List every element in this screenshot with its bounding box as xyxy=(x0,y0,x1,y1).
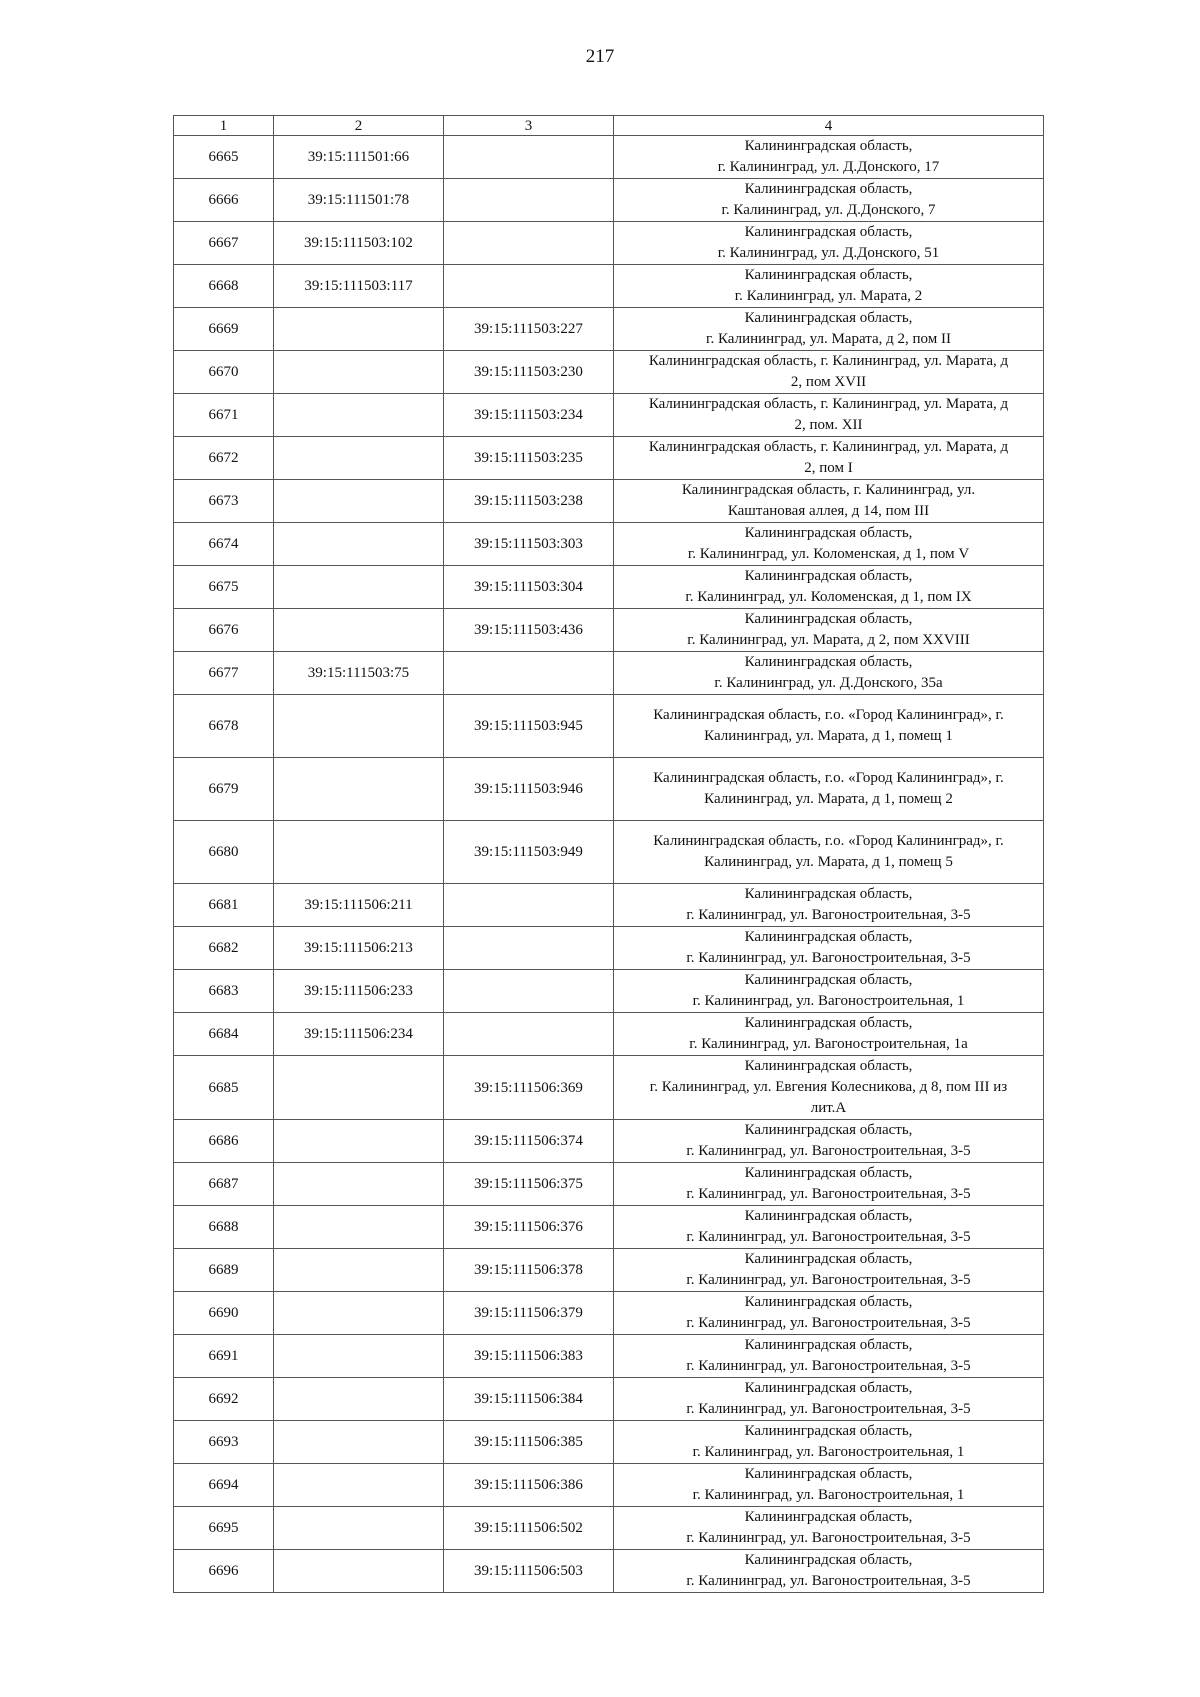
table-row xyxy=(174,1163,1044,1206)
row-number-cell: 6667 xyxy=(174,222,274,265)
address-cell: Калининградская область, г. Калининград, ул. Марата, д 2, пом II xyxy=(614,308,1044,351)
address-cell: Калининградская область, г. Калининград, ул. Д.Донского, 17 xyxy=(614,136,1044,179)
cadastral-number-land-cell xyxy=(274,1335,444,1378)
table-row xyxy=(174,927,1044,970)
cadastral-number-premises-cell: 39:15:111506:386 xyxy=(444,1464,614,1507)
table-row xyxy=(174,1292,1044,1335)
table-row xyxy=(174,884,1044,927)
column-header-1: 1 xyxy=(174,116,274,136)
page-number: 217 xyxy=(585,46,615,67)
cadastral-number-premises-cell: 39:15:111506:383 xyxy=(444,1335,614,1378)
table-row xyxy=(174,1335,1044,1378)
row-number-cell: 6692 xyxy=(174,1378,274,1421)
table-row xyxy=(174,1378,1044,1421)
address-cell: Калининградская область, г. Калининград, ул. Марата, д 2, пом XXVIII xyxy=(614,609,1044,652)
cadastral-number-land-cell xyxy=(274,523,444,566)
address-cell: Калининградская область, г. Калининград, ул. Вагоностроительная, 1 xyxy=(614,970,1044,1013)
cadastral-number-land-cell xyxy=(274,1163,444,1206)
row-number-cell: 6682 xyxy=(174,927,274,970)
cadastral-number-land-cell: 39:15:111506:233 xyxy=(274,970,444,1013)
address-cell: Калининградская область, г. Калининград, ул. Вагоностроительная, 3-5 xyxy=(614,884,1044,927)
cadastral-number-premises-cell xyxy=(444,179,614,222)
table-row xyxy=(174,308,1044,351)
table-row xyxy=(174,351,1044,394)
row-number-cell: 6681 xyxy=(174,884,274,927)
cadastral-number-premises-cell: 39:15:111506:369 xyxy=(444,1056,614,1120)
table-row xyxy=(174,1421,1044,1464)
table-row xyxy=(174,758,1044,821)
cadastral-number-premises-cell xyxy=(444,1013,614,1056)
cadastral-number-land-cell xyxy=(274,1292,444,1335)
cadastral-number-premises-cell: 39:15:111503:235 xyxy=(444,437,614,480)
cadastral-number-land-cell: 39:15:111506:234 xyxy=(274,1013,444,1056)
row-number-cell: 6680 xyxy=(174,821,274,884)
address-cell: Калининградская область, г. Калининград, ул. Вагоностроительная, 3-5 xyxy=(614,1206,1044,1249)
cadastral-number-land-cell: 39:15:111501:78 xyxy=(274,179,444,222)
header-row xyxy=(174,116,1044,136)
row-number-cell: 6670 xyxy=(174,351,274,394)
cadastral-number-premises-cell: 39:15:111503:945 xyxy=(444,695,614,758)
row-number-cell: 6674 xyxy=(174,523,274,566)
cadastral-number-premises-cell: 39:15:111506:503 xyxy=(444,1550,614,1593)
cadastral-number-land-cell xyxy=(274,1056,444,1120)
address-cell: Калининградская область, г. Калининград, ул. Марата, д 2, пом I xyxy=(614,437,1044,480)
cadastral-number-premises-cell: 39:15:111506:502 xyxy=(444,1507,614,1550)
cadastral-number-premises-cell: 39:15:111503:230 xyxy=(444,351,614,394)
address-cell: Калининградская область, г. Калининград, ул. Марата, д 2, пом XVII xyxy=(614,351,1044,394)
cadastral-number-premises-cell: 39:15:111506:379 xyxy=(444,1292,614,1335)
row-number-cell: 6694 xyxy=(174,1464,274,1507)
column-header-2: 2 xyxy=(274,116,444,136)
cadastral-number-land-cell xyxy=(274,480,444,523)
table-body xyxy=(174,136,1044,1593)
table-row xyxy=(174,1206,1044,1249)
address-cell: Калининградская область, г.о. «Город Калининград», г. Калининград, ул. Марата, д 1, помещ 5 xyxy=(614,821,1044,884)
cadastral-number-premises-cell: 39:15:111503:238 xyxy=(444,480,614,523)
cadastral-number-land-cell xyxy=(274,1120,444,1163)
table-row xyxy=(174,609,1044,652)
address-cell: Калининградская область, г. Калининград, ул. Д.Донского, 35а xyxy=(614,652,1044,695)
cadastral-number-premises-cell: 39:15:111506:374 xyxy=(444,1120,614,1163)
cadastral-number-premises-cell: 39:15:111506:385 xyxy=(444,1421,614,1464)
address-cell: Калининградская область, г. Калининград, ул. Вагоностроительная, 3-5 xyxy=(614,1335,1044,1378)
address-cell: Калининградская область, г. Калининград, ул. Вагоностроительная, 3-5 xyxy=(614,1378,1044,1421)
cadastral-number-premises-cell xyxy=(444,927,614,970)
address-cell: Калининградская область, г. Калининград, ул. Марата, д 2, пом. XII xyxy=(614,394,1044,437)
address-cell: Калининградская область, г. Калининград, ул. Марата, 2 xyxy=(614,265,1044,308)
row-number-cell: 6669 xyxy=(174,308,274,351)
row-number-cell: 6675 xyxy=(174,566,274,609)
cadastral-number-land-cell xyxy=(274,821,444,884)
table-row xyxy=(174,652,1044,695)
cadastral-number-premises-cell: 39:15:111503:304 xyxy=(444,566,614,609)
cadastral-number-land-cell: 39:15:111506:213 xyxy=(274,927,444,970)
address-cell: Калининградская область, г. Калининград, ул. Коломенская, д 1, пом V xyxy=(614,523,1044,566)
address-cell: Калининградская область, г.о. «Город Калининград», г. Калининград, ул. Марата, д 1, помещ 2 xyxy=(614,758,1044,821)
cadastral-number-land-cell xyxy=(274,1378,444,1421)
cadastral-number-land-cell xyxy=(274,1421,444,1464)
address-cell: Калининградская область, г. Калининград, ул. Вагоностроительная, 3-5 xyxy=(614,1120,1044,1163)
cadastral-number-land-cell xyxy=(274,695,444,758)
address-cell: Калининградская область, г. Калининград, ул. Вагоностроительная, 3-5 xyxy=(614,1550,1044,1593)
cadastral-number-premises-cell: 39:15:111506:376 xyxy=(444,1206,614,1249)
column-header-4: 4 xyxy=(614,116,1044,136)
table-row xyxy=(174,970,1044,1013)
table-row xyxy=(174,179,1044,222)
registry-table xyxy=(173,115,1044,1593)
table-row xyxy=(174,695,1044,758)
cadastral-number-premises-cell xyxy=(444,222,614,265)
cadastral-number-premises-cell: 39:15:111506:384 xyxy=(444,1378,614,1421)
table-row xyxy=(174,394,1044,437)
row-number-cell: 6685 xyxy=(174,1056,274,1120)
row-number-cell: 6695 xyxy=(174,1507,274,1550)
address-cell: Калининградская область, г. Калининград, ул. Вагоностроительная, 1 xyxy=(614,1464,1044,1507)
column-header-3: 3 xyxy=(444,116,614,136)
row-number-cell: 6677 xyxy=(174,652,274,695)
cadastral-number-land-cell: 39:15:111503:75 xyxy=(274,652,444,695)
cadastral-number-premises-cell: 39:15:111503:436 xyxy=(444,609,614,652)
table-row xyxy=(174,1056,1044,1120)
row-number-cell: 6689 xyxy=(174,1249,274,1292)
cadastral-number-land-cell: 39:15:111501:66 xyxy=(274,136,444,179)
cadastral-number-land-cell xyxy=(274,609,444,652)
cadastral-number-land-cell: 39:15:111503:102 xyxy=(274,222,444,265)
cadastral-number-land-cell xyxy=(274,1249,444,1292)
cadastral-number-premises-cell: 39:15:111503:234 xyxy=(444,394,614,437)
table-row xyxy=(174,821,1044,884)
row-number-cell: 6687 xyxy=(174,1163,274,1206)
row-number-cell: 6693 xyxy=(174,1421,274,1464)
cadastral-number-premises-cell xyxy=(444,136,614,179)
table-row xyxy=(174,136,1044,179)
address-cell: Калининградская область, г. Калининград, ул. Каштановая аллея, д 14, пом III xyxy=(614,480,1044,523)
cadastral-number-premises-cell: 39:15:111506:375 xyxy=(444,1163,614,1206)
cadastral-number-land-cell xyxy=(274,758,444,821)
cadastral-number-premises-cell xyxy=(444,970,614,1013)
address-cell: Калининградская область, г. Калининград, ул. Вагоностроительная, 3-5 xyxy=(614,1163,1044,1206)
row-number-cell: 6690 xyxy=(174,1292,274,1335)
cadastral-number-land-cell: 39:15:111503:117 xyxy=(274,265,444,308)
address-cell: Калининградская область, г. Калининград, ул. Д.Донского, 51 xyxy=(614,222,1044,265)
address-cell: Калининградская область, г. Калининград, ул. Вагоностроительная, 3-5 xyxy=(614,1292,1044,1335)
cadastral-number-land-cell xyxy=(274,1206,444,1249)
cadastral-number-premises-cell xyxy=(444,265,614,308)
row-number-cell: 6668 xyxy=(174,265,274,308)
address-cell: Калининградская область, г. Калининград, ул. Вагоностроительная, 3-5 xyxy=(614,1249,1044,1292)
address-cell: Калининградская область, г. Калининград, ул. Вагоностроительная, 3-5 xyxy=(614,927,1044,970)
address-cell: Калининградская область, г. Калининград, ул. Д.Донского, 7 xyxy=(614,179,1044,222)
row-number-cell: 6672 xyxy=(174,437,274,480)
cadastral-number-land-cell xyxy=(274,394,444,437)
table-row xyxy=(174,1464,1044,1507)
address-cell: Калининградская область, г. Калининград, ул. Вагоностроительная, 1а xyxy=(614,1013,1044,1056)
table-row xyxy=(174,523,1044,566)
cadastral-number-land-cell xyxy=(274,566,444,609)
table-row xyxy=(174,222,1044,265)
cadastral-number-premises-cell: 39:15:111506:378 xyxy=(444,1249,614,1292)
row-number-cell: 6666 xyxy=(174,179,274,222)
table-header xyxy=(174,116,1044,136)
table-row xyxy=(174,1249,1044,1292)
row-number-cell: 6688 xyxy=(174,1206,274,1249)
cadastral-number-land-cell xyxy=(274,308,444,351)
cadastral-number-land-cell xyxy=(274,437,444,480)
table-row xyxy=(174,480,1044,523)
row-number-cell: 6691 xyxy=(174,1335,274,1378)
cadastral-number-premises-cell: 39:15:111503:946 xyxy=(444,758,614,821)
cadastral-number-premises-cell: 39:15:111503:303 xyxy=(444,523,614,566)
cadastral-number-land-cell: 39:15:111506:211 xyxy=(274,884,444,927)
address-cell: Калининградская область, г. Калининград, ул. Коломенская, д 1, пом IX xyxy=(614,566,1044,609)
row-number-cell: 6696 xyxy=(174,1550,274,1593)
table-row xyxy=(174,1013,1044,1056)
row-number-cell: 6671 xyxy=(174,394,274,437)
table-row xyxy=(174,437,1044,480)
cadastral-number-land-cell xyxy=(274,1550,444,1593)
address-cell: Калининградская область, г. Калининград, ул. Вагоностроительная, 1 xyxy=(614,1421,1044,1464)
row-number-cell: 6676 xyxy=(174,609,274,652)
address-cell: Калининградская область, г. Калининград, ул. Вагоностроительная, 3-5 xyxy=(614,1507,1044,1550)
cadastral-number-land-cell xyxy=(274,1507,444,1550)
row-number-cell: 6683 xyxy=(174,970,274,1013)
row-number-cell: 6679 xyxy=(174,758,274,821)
table-row xyxy=(174,1120,1044,1163)
table-row xyxy=(174,265,1044,308)
address-cell: Калининградская область, г. Калининград, ул. Евгения Колесникова, д 8, пом III из лит.А xyxy=(614,1056,1044,1120)
cadastral-number-premises-cell: 39:15:111503:227 xyxy=(444,308,614,351)
row-number-cell: 6673 xyxy=(174,480,274,523)
row-number-cell: 6684 xyxy=(174,1013,274,1056)
address-cell: Калининградская область, г.о. «Город Калининград», г. Калининград, ул. Марата, д 1, помещ 1 xyxy=(614,695,1044,758)
table-row xyxy=(174,566,1044,609)
row-number-cell: 6665 xyxy=(174,136,274,179)
cadastral-number-land-cell xyxy=(274,351,444,394)
table-row xyxy=(174,1507,1044,1550)
cadastral-number-land-cell xyxy=(274,1464,444,1507)
row-number-cell: 6678 xyxy=(174,695,274,758)
cadastral-number-premises-cell: 39:15:111503:949 xyxy=(444,821,614,884)
row-number-cell: 6686 xyxy=(174,1120,274,1163)
table-row xyxy=(174,1550,1044,1593)
cadastral-number-premises-cell xyxy=(444,652,614,695)
cadastral-number-premises-cell xyxy=(444,884,614,927)
